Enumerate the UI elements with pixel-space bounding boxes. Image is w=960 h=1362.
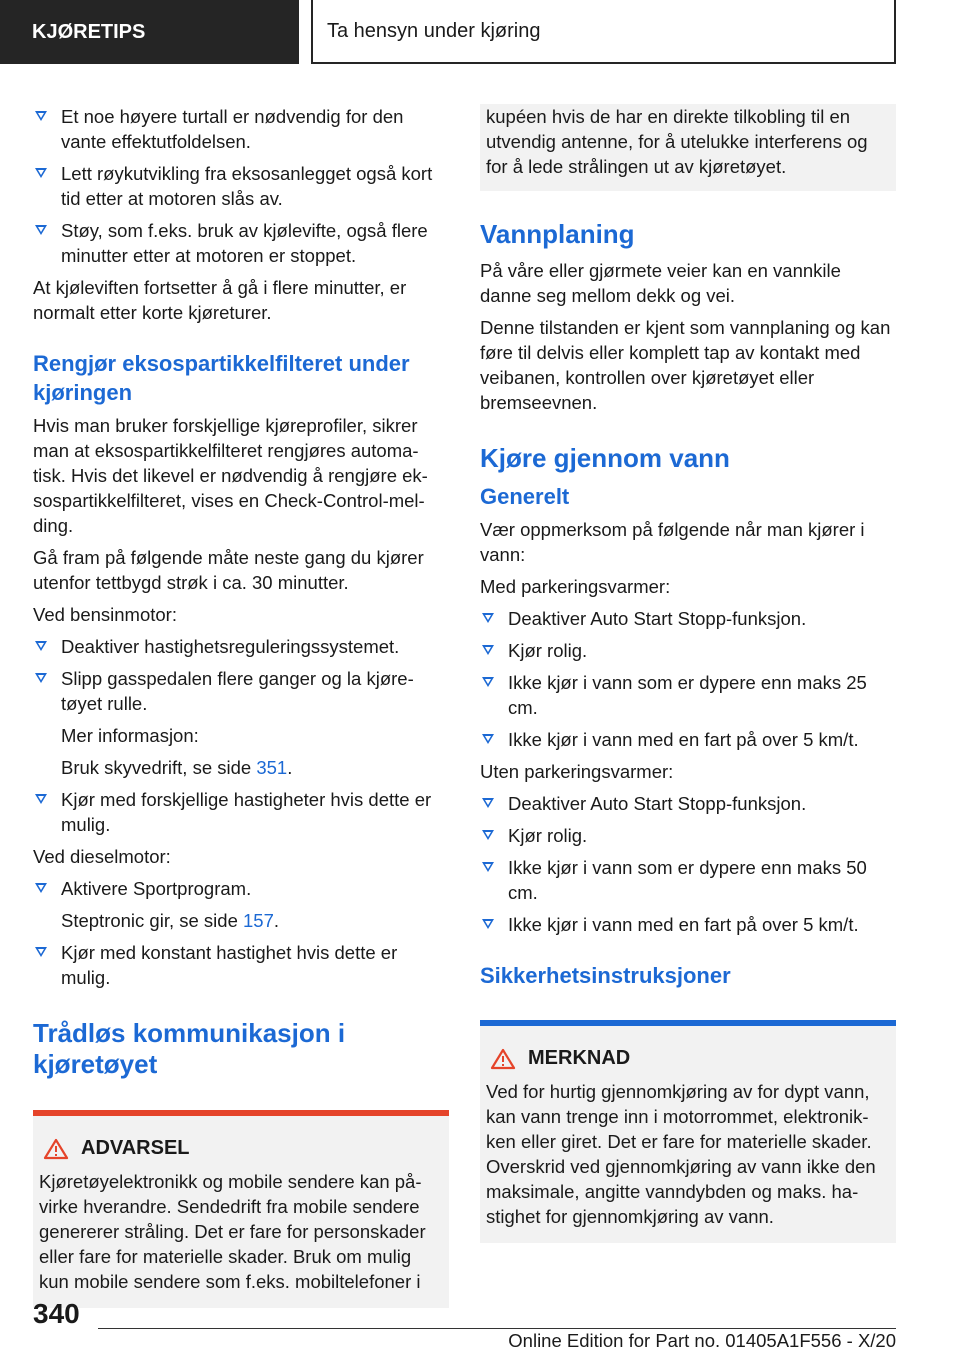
triangle-bullet-icon: [482, 677, 494, 687]
warning-box: [33, 1110, 449, 1308]
list-item: Ikke kjør i vann som er dypere enn maks 25 cm.: [480, 670, 896, 720]
warning-box-continued: [480, 104, 896, 191]
triangle-bullet-icon: [35, 168, 47, 178]
without-heater-label: Uten parkeringsvarmer:: [480, 761, 674, 782]
list-item: Støy, som f.eks. bruk av kjølevifte, også flere minutter etter at motoren er stoppet.: [33, 218, 449, 268]
caution-triangle-icon: [490, 1048, 516, 1070]
header-section-label: KJØRETIPS: [32, 20, 146, 43]
list-item: Slipp gasspedalen flere ganger og la kjøre-tøyet rulle.: [33, 666, 449, 716]
list-item: Deaktiver hastighetsreguleringssystemet.: [33, 634, 449, 659]
triangle-bullet-icon: [35, 225, 47, 235]
petrol-label: Ved bensinmotor:: [33, 604, 177, 625]
paragraph: På våre eller gjørmete veier kan en vannkile danne seg mellom dekk og vei.: [480, 260, 841, 306]
list-item: Ikke kjør i vann med en fart på over 5 km/t.: [480, 912, 896, 937]
warning-text-continued: kupéen hvis de har en direkte tilkobling til en utvendig antenne, for å utelukke interferens og for å lede strålingen ut av kjøretøyet.: [486, 106, 868, 177]
left-column: [33, 104, 449, 1308]
heading-clean-filter: Rengjør eksospartikkelfilteret under kjøringen: [33, 351, 410, 405]
paragraph: Vær oppmerksom på følgende når man kjører i vann:: [480, 519, 865, 565]
list-item: Deaktiver Auto Start Stopp-funksjon.: [480, 791, 896, 816]
list-item: Kjør med forskjellige hastigheter hvis dette er mulig.: [33, 787, 449, 837]
paragraph: Hvis man bruker forskjellige kjøreprofiler, sikrer man at eksospartikkelfilteret rengjøres automa-tisk. Hvis det likevel er nødvendig å rengjøre ek-sospartikkelfilteret, vises en Check-Control-mel-ding.: [33, 415, 428, 536]
with-heater-label: Med parkeringsvarmer:: [480, 576, 671, 597]
note-text: Ved for hurtig gjennomkjøring av for dypt vann, kan vann trenge inn i motorrommet, elektronik-ken eller giret. Det er fare for materielle skader. Overskrid ved gjennomkjøring av vann ikke den maksimale, angitte vanndybden og maks. ha-stighet for gjennomkjøring av vann.: [486, 1081, 876, 1227]
note-box: [480, 1020, 896, 1243]
list-item: Et noe høyere turtall er nødvendig for den vante effektutfoldelsen.: [33, 104, 449, 154]
list-item: Kjør med konstant hastighet hvis dette er mulig.: [33, 940, 449, 990]
triangle-bullet-icon: [35, 111, 47, 121]
list-item: Kjør rolig.: [480, 823, 896, 848]
note-title: MERKNAD: [490, 1046, 888, 1071]
page-link-351[interactable]: 351: [256, 757, 288, 778]
list-item: Aktivere Sportprogram.: [33, 876, 449, 901]
triangle-bullet-icon: [35, 641, 47, 651]
triangle-bullet-icon: [35, 673, 47, 683]
heading-general: Generelt: [480, 484, 570, 509]
paragraph: At kjøleviften fortsetter å gå i flere minutter, er normalt etter korte kjøreturer.: [33, 277, 407, 323]
more-info-label: Mer informasjon:: [61, 725, 199, 746]
cross-reference: Steptronic gir, se side 157.: [61, 910, 280, 931]
header-title-label: Ta hensyn under kjøring: [327, 19, 541, 42]
heading-safety: Sikkerhetsinstruksjoner: [480, 963, 731, 988]
triangle-bullet-icon: [482, 613, 494, 623]
page-link-157[interactable]: 157: [243, 910, 274, 931]
paragraph: Gå fram på følgende måte neste gang du kjører utenfor tettbygd strøk i ca. 30 minutter.: [33, 547, 424, 593]
triangle-bullet-icon: [482, 734, 494, 744]
warning-triangle-icon: [43, 1138, 69, 1160]
list-item: Deaktiver Auto Start Stopp-funksjon.: [480, 606, 896, 631]
heading-aquaplaning: Vannplaning: [480, 219, 635, 249]
footer-edition: Online Edition for Part no. 01405A1F556 - X/20: [508, 1330, 896, 1351]
warning-text: Kjøretøyelektronikk og mobile sendere kan på-virke hverandre. Sendedrift fra mobile sendere genererer stråling. Det er fare for personskader eller fare for materielle skader. Bruk om mulig kun mobile sendere som f.eks. mobiltelefoner i: [39, 1171, 426, 1292]
triangle-bullet-icon: [482, 645, 494, 655]
triangle-bullet-icon: [482, 862, 494, 872]
triangle-bullet-icon: [35, 794, 47, 804]
paragraph: Denne tilstanden er kjent som vannplaning og kan føre til delvis eller komplett tap av kontakt med veibanen, kontrollen over kjøretøyet eller bremseevnen.: [480, 317, 891, 413]
list-item: Ikke kjør i vann som er dypere enn maks 50 cm.: [480, 855, 896, 905]
cross-reference: Bruk skyvedrift, se side 351.: [61, 757, 293, 778]
list-item: Lett røykutvikling fra eksosanlegget også kort tid etter at motoren slås av.: [33, 161, 449, 211]
triangle-bullet-icon: [35, 947, 47, 957]
header-section: [0, 0, 299, 64]
triangle-bullet-icon: [482, 919, 494, 929]
header-title: [311, 0, 896, 64]
triangle-bullet-icon: [482, 798, 494, 808]
right-column: [480, 104, 896, 1243]
list-item: Kjør rolig.: [480, 638, 896, 663]
warning-title: ADVARSEL: [43, 1136, 441, 1161]
list-item: Ikke kjør i vann med en fart på over 5 km/t.: [480, 727, 896, 752]
heading-wireless: Trådløs kommunikasjon i kjøretøyet: [33, 1018, 346, 1079]
page-number: 340: [33, 1298, 80, 1329]
triangle-bullet-icon: [482, 830, 494, 840]
diesel-label: Ved dieselmotor:: [33, 846, 171, 867]
footer-divider: [98, 1328, 896, 1329]
heading-driving-through-water: Kjøre gjennom vann: [480, 443, 730, 473]
triangle-bullet-icon: [35, 883, 47, 893]
